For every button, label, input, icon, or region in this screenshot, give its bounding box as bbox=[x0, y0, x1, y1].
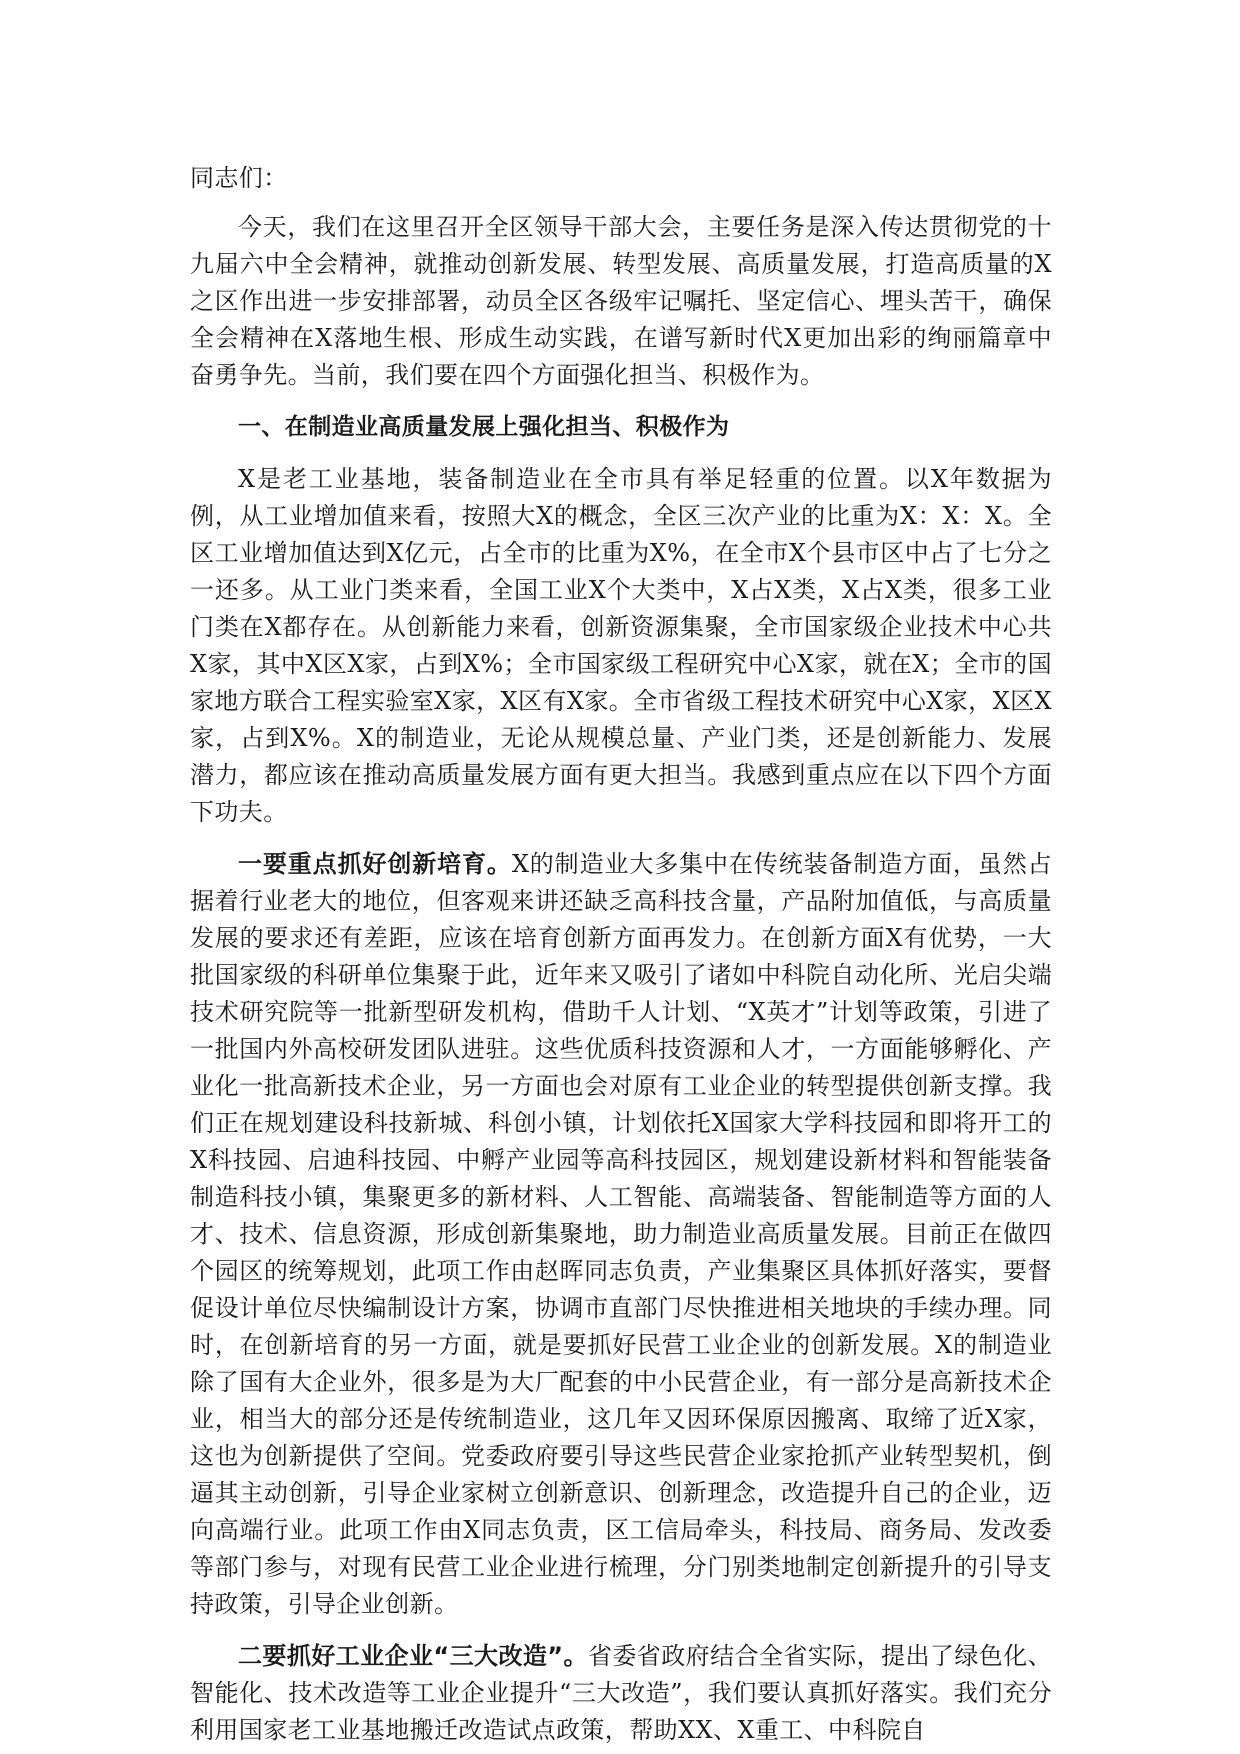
salutation: 同志们： bbox=[190, 164, 288, 192]
point2-lead: 二要抓好工业企业“三大改造”。 bbox=[238, 1642, 588, 1670]
intro-paragraph: 今天，我们在这里召开全区领导干部大会，主要任务是深入传达贯彻党的十九届六中全会精神，就推动创新发展、转型发展、高质量发展，打造高质量的X之区作出进一步安排部署，动员全区各级牢记嘱托、坚定信心、埋头苦干，确保全会精神在X落地生根、形成生动实践，在谱写新时代X更加出彩的绚丽篇章中奋勇争先。当前，我们要在四个方面强化担当、积极作为。 bbox=[190, 213, 1052, 389]
point1-body: X的制造业大多集中在传统装备制造方面，虽然占据着行业老大的地位，但客观来讲还缺乏高科技含量，产品附加值低，与高质量发展的要求还有差距，应该在培育创新方面再发力。在创新方面X有优势，一大批国家级的科研单位集聚于此，近年来又吸引了诸如中科院自动化所、光启尖端技术研究院等一批新型研发机构，借助千人计划、“X英才”计划等政策，引进了一批国内外高校研发团队进驻。这些优质科技资源和人才，一方面能够孵化、产业化一批高新技术企业，另一方面也会对原有工业企业的转型提供创新支撑。我们正在规划建设科技新城、科创小镇，计划依托X国家大学科技园和即将开工的X科技园、启迪科技园、中孵产业园等高科技园区，规划建设新材料和智能装备制造科技小镇，集聚更多的新材料、人工智能、高端装备、智能制造等方面的人才、技术、信息资源，形成创新集聚地，助力制造业高质量发展。目前正在做四个园区的统筹规划，此项工作由赵晖同志负责，产业集聚区具体抓好落实，要督促设计单位尽快编制设计方案，协调市直部门尽快推进相关地块的手续办理。同时，在创新培育的另一方面，就是要抓好民营工业企业的创新发展。X的制造业除了国有大企业外，很多是为大厂配套的中小民营企业，有一部分是高新技术企业，相当大的部分还是传统制造业，这几年又因环保原因搬离、取缔了近X家，这也为创新提供了空间。党委政府要引导这些民营企业家抢抓产业转型契机，倒逼其主动创新，引导企业家树立创新意识、创新理念，改造提升自己的企业，迈向高端行业。此项工作由X同志负责，区工信局牵头，科技局、商务局、发改委等部门参与，对现有民营工业企业进行梳理，分门别类地制定创新提升的引导支持政策，引导企业创新。 bbox=[190, 850, 1053, 1618]
point2-paragraph bbox=[190, 1638, 1052, 1749]
document-page bbox=[190, 160, 1052, 1749]
point1-lead: 一要重点抓好创新培育。 bbox=[238, 850, 512, 878]
point1-paragraph bbox=[190, 846, 1052, 1623]
section1-paragraph: X是老工业基地，装备制造业在全市具有举足轻重的位置。以X年数据为例，从工业增加值来看，按照大X的概念，全区三次产业的比重为X：X：X。全区工业增加值达到X亿元，占全市的比重为X%，在全市X个县市区中占了七分之一还多。从工业门类来看，全国工业X个大类中，X占X类，X占X类，很多工业门类在X都存在。从创新能力来看，创新资源集聚，全市国家级企业技术中心共X家，其中X区X家，占到X%；全市国家级工程研究中心X家，就在X；全市的国家地方联合工程实验室X家，X区有X家。全市省级工程技术研究中心X家，X区X家，占到X%。X的制造业，无论从规模总量、产业门类，还是创新能力、发展潜力，都应该在推动高质量发展方面有更大担当。我感到重点应在以下四个方面下功夫。 bbox=[190, 465, 1052, 826]
section-heading-1: 一、在制造业高质量发展上强化担当、积极作为 bbox=[238, 414, 730, 440]
point2-body: 省委省政府结合全省实际，提出了绿色化、智能化、技术改造等工业企业提升“三大改造”，我们要认真抓好落实。我们充分利用国家老工业基地搬迁改造试点政策，帮助XX、X重工、中科院自 bbox=[190, 1642, 1052, 1744]
